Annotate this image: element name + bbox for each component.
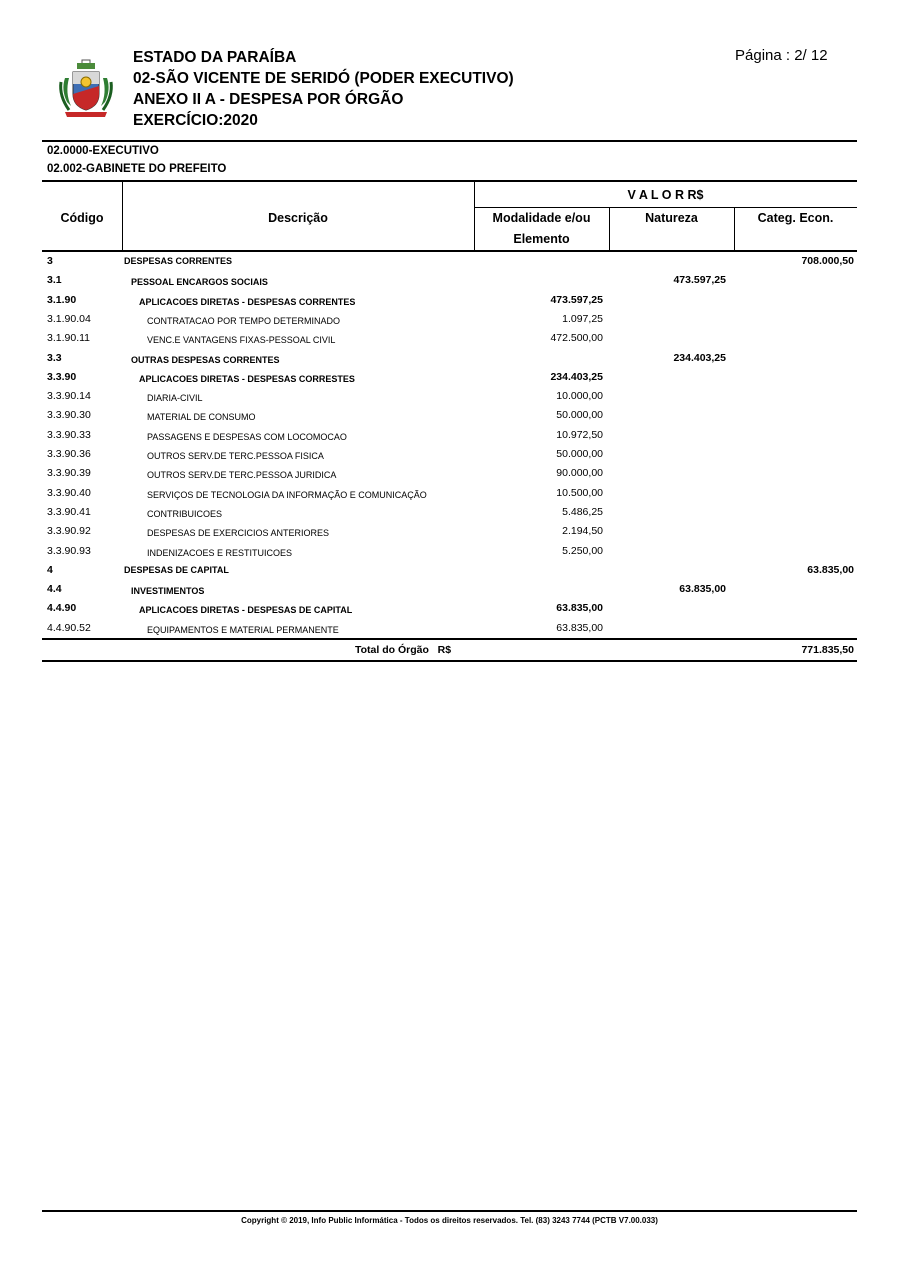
cell-codigo: 3.3 (47, 351, 62, 364)
table-row (42, 332, 857, 351)
cell-descricao: CONTRATACAO POR TEMPO DETERMINADO (147, 315, 341, 326)
cell-codigo: 3 (47, 255, 53, 267)
table-row (42, 429, 857, 448)
cell-modalidade: 473.597,25 (550, 293, 603, 306)
cell-codigo: 4.4.90.52 (47, 621, 91, 634)
cell-descricao: DESPESAS CORRENTES (124, 256, 233, 266)
cell-codigo: 3.3.90.30 (47, 409, 91, 422)
cell-natureza: 473.597,25 (673, 274, 726, 287)
cell-codigo: 3.3.90.14 (47, 390, 91, 403)
cell-descricao: DIARIA-CIVIL (147, 393, 203, 404)
table-row (42, 506, 857, 525)
cell-modalidade: 5.486,25 (562, 505, 603, 518)
cell-codigo: 4.4 (47, 583, 62, 596)
cell-codigo: 3.3.90.33 (47, 428, 91, 441)
cell-descricao: EQUIPAMENTOS E MATERIAL PERMANENTE (147, 624, 339, 635)
table-row (42, 487, 857, 506)
cell-codigo: 3.3.90.39 (47, 467, 91, 480)
cell-codigo: 3.3.90.40 (47, 486, 91, 499)
table-row (42, 467, 857, 486)
table-row (42, 313, 857, 332)
cell-descricao: APLICACOES DIRETAS - DESPESAS CORRESTES (139, 373, 355, 384)
cell-codigo: 3.3.90 (47, 370, 77, 383)
cell-descricao: OUTROS SERV.DE TERC.PESSOA FISICA (147, 451, 324, 461)
cell-codigo: 3.1.90.11 (47, 332, 91, 345)
cell-descricao: MATERIAL DE CONSUMO (147, 412, 256, 423)
table-top-rule (42, 180, 857, 182)
header-divider (42, 140, 857, 142)
table-header-bottom-rule (42, 250, 857, 252)
table-row (42, 564, 857, 583)
table-row (42, 255, 857, 274)
cell-codigo: 3.1.90 (47, 293, 77, 306)
page-number: Página : 2/ 12 (735, 47, 828, 64)
total-value: 771.835,50 (801, 644, 854, 656)
coat-of-arms-emblem (55, 58, 117, 120)
column-header-descricao: Descrição (268, 211, 328, 225)
cell-codigo: 3.3.90.93 (47, 544, 91, 557)
column-header-natureza: Natureza (645, 211, 698, 225)
cell-codigo: 4.4.90 (47, 602, 77, 615)
header-exercise-title: EXERCÍCIO:2020 (133, 112, 258, 129)
table-row (42, 274, 857, 293)
cell-descricao: DESPESAS DE EXERCICIOS ANTERIORES (147, 528, 330, 539)
column-header-modalidade: Modalidade e/ou (492, 211, 591, 225)
section-unidade: 02.002-GABINETE DO PREFEITO (47, 163, 227, 175)
cell-codigo: 4 (47, 563, 53, 576)
footer-rule (42, 1210, 857, 1212)
cell-natureza: 234.403,25 (673, 351, 726, 364)
header-state-title: ESTADO DA PARAÍBA (133, 49, 297, 66)
total-bottom-rule (42, 660, 857, 662)
table-row (42, 390, 857, 409)
table-row (42, 602, 857, 621)
cell-modalidade: 63.835,00 (556, 621, 603, 634)
cell-modalidade: 90.000,00 (556, 467, 603, 480)
header-annex-title: ANEXO II A - DESPESA POR ÓRGÃO (133, 91, 404, 108)
cell-modalidade: 2.194,50 (562, 525, 603, 538)
table-header-valor-rule (474, 207, 857, 208)
total-label: Total do Órgão R$ (355, 644, 452, 656)
table-row (42, 371, 857, 390)
cell-descricao: APLICACOES DIRETAS - DESPESAS CORRENTES (139, 296, 356, 307)
cell-descricao: OUTROS SERV.DE TERC.PESSOA JURIDICA (147, 470, 337, 481)
cell-categoria-economica: 708.000,50 (801, 255, 854, 267)
cell-modalidade: 10.000,00 (556, 390, 603, 403)
cell-codigo: 3.1.90.04 (47, 312, 91, 325)
column-header-valor: V A L O R R$ (627, 188, 704, 202)
column-header-codigo: Código (60, 211, 104, 225)
cell-modalidade: 10.500,00 (556, 486, 603, 499)
table-row (42, 525, 857, 544)
table-row (42, 448, 857, 467)
cell-descricao: PESSOAL ENCARGOS SOCIAIS (131, 277, 268, 288)
cell-categoria-economica: 63.835,00 (807, 563, 854, 576)
cell-modalidade: 472.500,00 (550, 332, 603, 345)
table-row (42, 294, 857, 313)
cell-descricao: APLICACOES DIRETAS - DESPESAS DE CAPITAL (139, 605, 353, 616)
cell-descricao: DESPESAS DE CAPITAL (124, 564, 229, 575)
cell-natureza: 63.835,00 (679, 583, 726, 596)
column-header-elemento: Elemento (513, 232, 570, 246)
cell-descricao: OUTRAS DESPESAS CORRENTES (131, 354, 280, 365)
section-orgao: 02.0000-EXECUTIVO (47, 145, 159, 157)
cell-modalidade: 63.835,00 (556, 602, 603, 615)
cell-descricao: PASSAGENS E DESPESAS COM LOCOMOCAO (147, 431, 347, 442)
table-row (42, 545, 857, 564)
cell-codigo: 3.3.90.36 (47, 448, 91, 460)
cell-modalidade: 234.403,25 (550, 370, 603, 383)
header-entity-title: 02-SÃO VICENTE DE SERIDÓ (PODER EXECUTIVO) (133, 70, 514, 87)
cell-descricao: INDENIZACOES E RESTITUICOES (147, 547, 293, 558)
cell-descricao: INVESTIMENTOS (131, 586, 205, 597)
cell-modalidade: 1.097,25 (562, 312, 603, 325)
table-row (42, 583, 857, 602)
cell-modalidade: 5.250,00 (562, 544, 603, 557)
cell-modalidade: 50.000,00 (556, 409, 603, 422)
cell-descricao: CONTRIBUICOES (147, 508, 223, 519)
cell-modalidade: 10.972,50 (556, 428, 603, 441)
footer-copyright: Copyright © 2019, Info Public Informática - Todos os direitos reservados. Tel. (83) 3243 7744 (PCTB V7.00.033) (241, 1216, 658, 1225)
cell-descricao: VENC.E VANTAGENS FIXAS-PESSOAL CIVIL (147, 335, 336, 346)
total-top-rule (42, 638, 857, 640)
cell-codigo: 3.1 (47, 274, 62, 287)
cell-modalidade: 50.000,00 (556, 448, 603, 460)
cell-descricao: SERVIÇOS DE TECNOLOGIA DA INFORMAÇÃO E COMUNICAÇÃO (147, 489, 427, 500)
cell-codigo: 3.3.90.92 (47, 525, 91, 538)
table-row (42, 352, 857, 371)
column-header-categoria-economica: Categ. Econ. (757, 211, 834, 225)
table-row (42, 409, 857, 428)
cell-codigo: 3.3.90.41 (47, 505, 91, 518)
